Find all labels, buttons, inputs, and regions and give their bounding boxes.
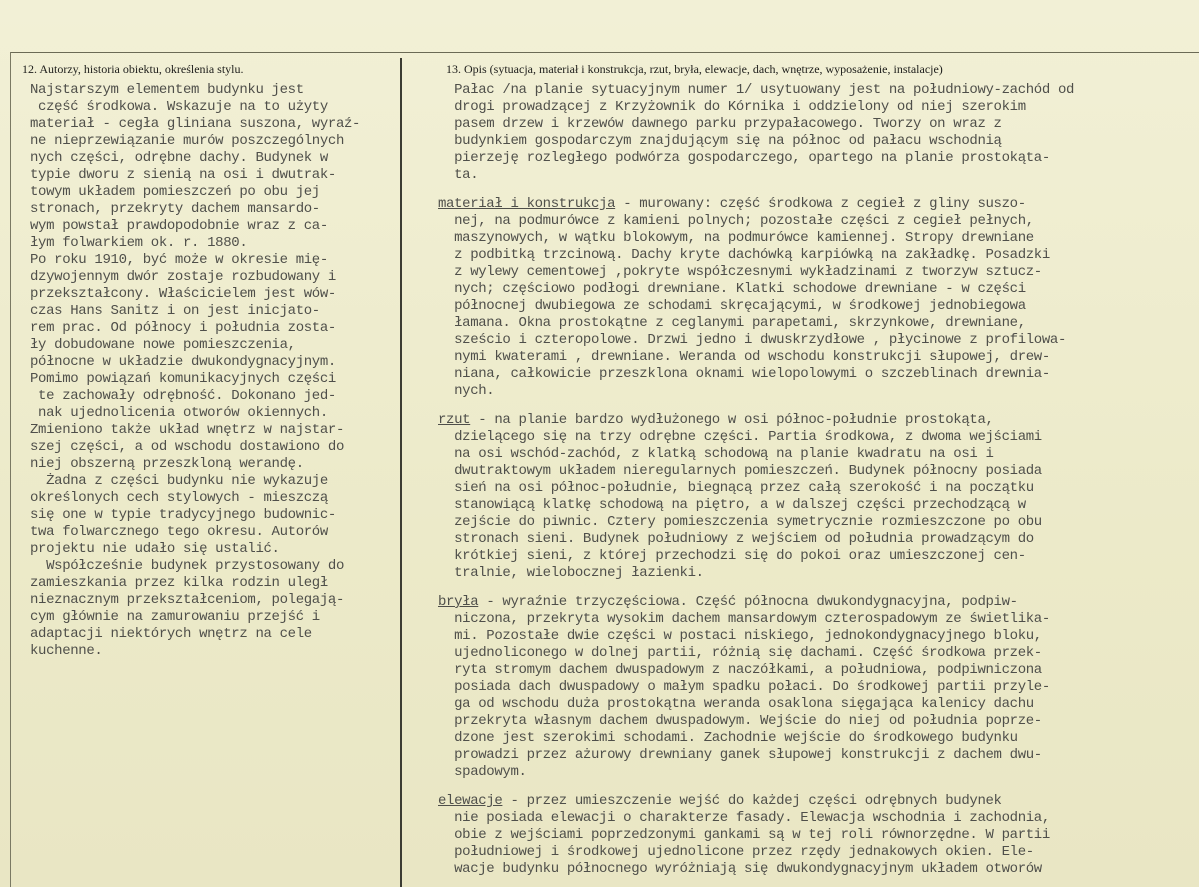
history-text-line: twa folwarcznego tego okresu. Autorów: [30, 524, 328, 540]
history-text-line: Zmieniono także układ wnętrz w najstar-: [30, 422, 345, 438]
paragraph-gap: [438, 400, 1198, 412]
description-text-line: pasem drzew i krzewów dawnego parku przypałacowego. Tworzy on wraz z: [438, 116, 1002, 132]
history-text-line: cym głównie na zamurowaniu przejść i: [30, 609, 320, 625]
history-text-line: się one w typie tradycyjnego budownic-: [30, 507, 336, 523]
description-text-line: na osi wschód-zachód, z klatką schodową na planie kwadratu na osi i: [438, 446, 994, 462]
history-text-line: materiał - cegła gliniana suszona, wyraź-: [30, 116, 361, 132]
history-text-line: nych części, odrębne dachy. Budynek w: [30, 150, 328, 166]
description-text-line: maszynowych, w wątku blokowym, na podmurówce kamiennej. Stropy drewniane: [438, 230, 1034, 246]
description-text-line: przekryta własnym dachem dwuspadowym. Wejście do niej od południa poprze-: [438, 713, 1042, 729]
description-text-line: pierzeję rozległego podwórza gospodarczego, opartego na planie prostokąta-: [438, 150, 1050, 166]
description-text-line: nych.: [438, 383, 495, 399]
description-text-line: stronach sieni. Budynek południowy z wejściem od południa prowadzącym do: [438, 531, 1034, 547]
form-top-border: [10, 52, 1199, 53]
description-text-line: zejście do piwnic. Cztery pomieszczenia symetrycznie rozmieszczone po obu: [438, 514, 1042, 530]
section-12-heading: 12. Autorzy, historia obiektu, określenia stylu.: [22, 62, 244, 76]
description-text-line: niczona, przekryta wysokim dachem mansardowym czterospadowym ze świetlika-: [438, 611, 1050, 627]
history-text-line: północne w układzie dwukondygnacyjnym.: [30, 354, 336, 370]
history-text-line: przekształcony. Właścicielem jest wów-: [30, 286, 336, 302]
description-text-line: z wylewy cementowej ,pokryte współczesnymi wykładzinami z tworzyw sztucz-: [438, 264, 1042, 280]
description-text-line: Pałac /na planie sytuacyjnym numer 1/ usytuowany jest na południowy-zachód od: [438, 82, 1075, 98]
paragraph-label: elewacje: [438, 793, 503, 809]
description-text-line: dzielącego się na trzy odrębne części. Partia środkowa, z dwoma wejściami: [438, 429, 1042, 445]
history-text-line: nieznacznym przekształceniom, polegają-: [30, 592, 345, 608]
paragraph-text: - wyraźnie trzyczęściowa. Część północna dwukondygnacyjna, podpiw-: [478, 594, 1018, 610]
history-text-line: stronach, przekryty dachem mansardo-: [30, 201, 320, 217]
history-text-line: adaptacji niektórych wnętrz na cele: [30, 626, 312, 642]
description-text-line: nej, na podmurówce z kamieni polnych; pozostałe części z cegieł pełnych,: [438, 213, 1034, 229]
history-text-line: czas Hans Sanitz i on jest inicjato-: [30, 303, 320, 319]
history-text-line: szej części, a od wschodu dostawiono do: [30, 439, 345, 455]
description-text-line: [438, 196, 1198, 213]
description-text-line: nymi kwaterami , drewniane. Weranda od wschodu konstrukcji słupowej, drew-: [438, 349, 1050, 365]
history-text-line: ne nieprzewiązanie murów poszczególnych: [30, 133, 345, 149]
description-text-line: obie z wejściami poprzedzonymi gankami są w tej roli równorzędne. W partii: [438, 827, 1050, 843]
paragraph-label: materiał i konstrukcja: [438, 196, 616, 212]
paragraph-gap: [438, 781, 1198, 793]
description-text-line: nie posiada elewacji o charakterze fasady. Elewacja wschodnia i zachodnia,: [438, 810, 1050, 826]
description-text-line: [438, 594, 1198, 611]
description-text-line: południowej i środkowej ujednolicone przez rzędy jednakowych okien. Ele-: [438, 844, 1034, 860]
description-text-line: posiada dach dwuspadowy o małym spadku połaci. Do środkowej partii przyle-: [438, 679, 1050, 695]
description-text-line: ta.: [438, 167, 479, 183]
history-text-line: rem prac. Od północy i południa zosta-: [30, 320, 336, 336]
description-text-line: dwutraktowym układem nieregularnych pomieszczeń. Budynek północny posiada: [438, 463, 1042, 479]
section-13-heading: 13. Opis (sytuacja, materiał i konstrukcja, rzut, bryła, elewacje, dach, wnętrze, wyposażenie, instalacje): [446, 62, 943, 76]
description-text-line: z podbitką trzcinową. Dachy kryte dachówką karpiówką na zakładkę. Posadzki: [438, 247, 1050, 263]
history-text-line: kuchenne.: [30, 643, 103, 659]
paragraph-label: rzut: [438, 412, 471, 428]
history-text-line: Współcześnie budynek przystosowany do: [30, 558, 345, 574]
description-text-line: ga od wschodu duża prostokątna weranda osaklona sięgająca kalenicy dachu: [438, 696, 1034, 712]
history-text-line: Pomimo powiązań komunikacyjnych części: [30, 371, 336, 387]
history-text-line: łym folwarkiem ok. r. 1880.: [30, 235, 248, 251]
description-text-line: wacje budynku północnego wyróżniają się dwukondygnacyjnym układem otworów: [438, 861, 1042, 877]
history-text-line: określonych cech stylowych - mieszczą: [30, 490, 328, 506]
description-text-line: łamana. Okna prostokątne z ceglanymi parapetami, skrzynkowe, drewniane,: [438, 315, 1026, 331]
description-text-line: mi. Pozostałe dwie części w postaci niskiego, jednokondygnacyjnego bloku,: [438, 628, 1042, 644]
history-text-line: część środkowa. Wskazuje na to użyty: [30, 99, 328, 115]
history-text-line: dzywojennym dwór zostaje rozbudowany i: [30, 269, 336, 285]
description-text-line: sień na osi północ-południe, biegnącą przez całą szerokość i na początku: [438, 480, 1034, 496]
description-text-line: [438, 412, 1198, 429]
history-text-line: typie dworu z sienią na osi i dwutrak-: [30, 167, 336, 183]
history-text-line: Najstarszym elementem budynku jest: [30, 82, 304, 98]
history-text-line: niej obszerną przeszkloną werandę.: [30, 456, 304, 472]
paragraph-label: bryła: [438, 594, 479, 610]
history-text-line: zamieszkania przez kilka rodzin uległ: [30, 575, 328, 591]
history-text-line: ły dobudowane nowe pomieszczenia,: [30, 337, 296, 353]
description-text-line: drogi prowadzącej z Krzyżownik do Kórnika i oddzielony od niej szerokim: [438, 99, 1026, 115]
description-text-line: sześcio i czteropolowe. Drzwi jedno i dwuskrzydłowe , płycinowe z profilowa-: [438, 332, 1067, 348]
description-column: [438, 82, 1198, 878]
description-text-line: stanowiącą klatkę schodową na piętro, a w dalszej części przechodzącą w: [438, 497, 1026, 513]
paragraph-gap: [438, 184, 1198, 196]
history-text-line: wym powstał prawdopodobnie wraz z ca-: [30, 218, 328, 234]
description-text-line: północnej dwubiegowa ze schodami skręcającymi, w środkowej jednobiegowa: [438, 298, 1026, 314]
history-column: [30, 82, 398, 660]
description-text-line: dzone jest szerokimi schodami. Zachodnie wejście do środkowego budynku: [438, 730, 1018, 746]
history-text-line: projektu nie udało się ustalić.: [30, 541, 280, 557]
paragraph-text: - murowany: część środkowa z cegieł z gliny suszo-: [615, 196, 1026, 212]
description-text-line: niana, całkowicie przeszklona oknami wielopolowymi o szczeblinach drewnia-: [438, 366, 1050, 382]
paragraph-text: - na planie bardzo wydłużonego w osi północ-południe prostokąta,: [470, 412, 994, 428]
description-text-line: ujednoliconego w dolnej partii, różnią się dachami. Część środkowa przek-: [438, 645, 1042, 661]
description-text-line: prowadzi przez ażurowy drewniany ganek słupowej konstrukcji z dachem dwu-: [438, 747, 1042, 763]
description-text-line: nych; częściowo podłogi drewniane. Klatki schodowe drewniane - w części: [438, 281, 1026, 297]
description-text-line: spadowym.: [438, 764, 527, 780]
history-text-line: Żadna z części budynku nie wykazuje: [30, 473, 328, 489]
history-text-line: nak ujednolicenia otworów okiennych.: [30, 405, 328, 421]
paragraph-text: - przez umieszczenie wejść do każdej części odrębnych budynek: [502, 793, 1002, 809]
form-left-border: [10, 52, 11, 887]
history-text-line: towym układem pomieszczeń po obu jej: [30, 184, 320, 200]
column-divider: [400, 58, 402, 887]
paragraph-gap: [438, 582, 1198, 594]
description-text-line: ryta stromym dachem dwuspadowym z naczółkami, a południowa, podpiwniczona: [438, 662, 1042, 678]
history-text-line: Po roku 1910, być może w okresie mię-: [30, 252, 328, 268]
description-text-line: tralnie, wielobocznej łazienki.: [438, 565, 704, 581]
description-text-line: budynkiem gospodarczym znajdującym się na północ od pałacu wschodnią: [438, 133, 1002, 149]
description-text-line: krótkiej sieni, z której przechodzi się do pokoi oraz umieszczonej cen-: [438, 548, 1026, 564]
description-text-line: [438, 793, 1198, 810]
history-text-line: te zachowały odrębność. Dokonano jed-: [30, 388, 336, 404]
